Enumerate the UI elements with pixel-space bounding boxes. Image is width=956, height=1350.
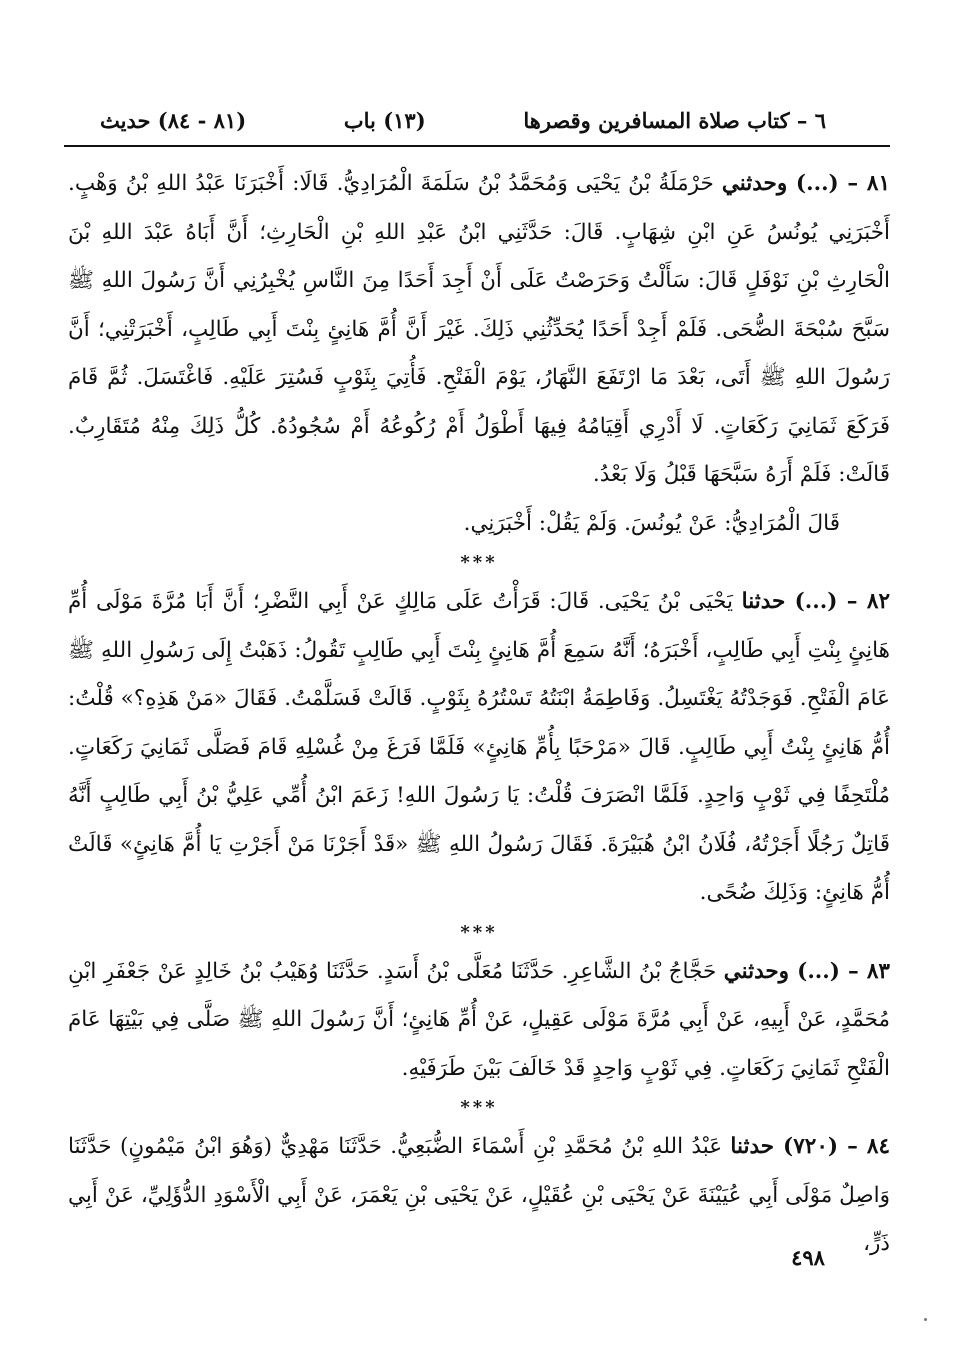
hadith-range: (٨١ - ٨٤) حديث — [100, 107, 247, 133]
hadith-81-note: قَالَ الْمُرَادِيُّ: عَنْ يُونُسَ. وَلَمْ يَقُلْ: أَخْبَرَنِي. — [463, 510, 840, 536]
main-text — [68, 160, 890, 1269]
hadith-text: يَحْيَى بْنُ يَحْيَى. قَالَ: قَرَأْتُ عَلَى مَالِكٍ عَنْ أَبِي النَّضْرِ؛ أَنَّ أَبَا مُرَّةَ مَوْلَى أُمِّ هَانِئٍ بِنْتِ أَبِي طَالِبٍ، أَخْبَرَهُ؛ أَنَّهُ سَمِعَ أُمَّ هَانِئٍ بِنْتَ أَبِي طَالِبٍ تَقُولُ: ذَهَبْتُ إِلَى رَسُولِ اللهِ ﷺ عَامَ الْفَتْحِ. فَوَجَدْتُهُ يَغْتَسِلُ. وَفَاطِمَةُ ابْنَتُهُ تَسْتُرُهُ بِثَوْبٍ. قَالَتْ فَسَلَّمْتُ. فَقَالَ «مَنْ هَذِهِ؟» قُلْتُ: أُمُّ هَانِئٍ بِنْتُ أَبِي طَالِبٍ. قَالَ «مَرْحَبًا بِأُمِّ هَانِئٍ» فَلَمَّا فَرَغَ مِنْ غُسْلِهِ قَامَ فَصَلَّى ثَمَانِيَ رَكَعَاتٍ. مُلْتَحِفًا فِي ثَوْبٍ وَاحِدٍ. فَلَمَّا انْصَرَفَ قُلْتُ: يَا رَسُولَ اللهِ! زَعَمَ ابْنُ أُمِّي عَلِيُّ بْنُ أَبِي طَالِبٍ أَنَّهُ قَاتِلٌ رَجُلًا أَجَرْتُهُ، فُلَانُ ابْنُ هُبَيْرَةَ. فَقَالَ رَسُولُ اللهِ ﷺ «قَدْ أَجَرْنَا مَنْ أَجَرْتِ يَا أُمَّ هَانِئٍ» قَالَتْ أُمُّ هَانِئٍ: وَذَلِكَ ضُحًى. — [68, 589, 890, 905]
hadith-number: ٨٤ – (٧٢٠) حدثنا — [730, 1134, 890, 1159]
chapter-label: (١٣) باب — [343, 107, 426, 133]
hadith-text: عَبْدُ اللهِ بْنُ مُحَمَّدِ بْنِ أَسْمَاءَ الضُّبَعِيُّ. حَدَّثَنَا مَهْدِيٌّ (وَهُوَ ابْنُ مَيْمُونٍ) حَدَّثَنَا وَاصِلٌ مَوْلَى أَبِي عُيَيْنَةَ عَنْ يَحْيَى بْنِ عُقَيْلٍ، عَنْ يَحْيَى بْنِ يَعْمَرَ، عَنْ أَبِي الْأَسْوَدِ الدُّؤَلِيِّ، عَنْ أَبِي ذَرٍّ، — [68, 1134, 890, 1256]
page-header — [100, 100, 826, 140]
hadith-83 — [68, 948, 890, 1094]
section-separator: *** — [460, 921, 498, 943]
page-number: ٤٩٨ — [791, 1245, 825, 1270]
hadith-text: حَجَّاجُ بْنُ الشَّاعِرِ. حَدَّثَنَا مُعَلَّى بْنُ أَسَدٍ. حَدَّثَنَا وُهَيْبُ بْنُ خَالِدٍ عَنْ جَعْفَرِ ابْنِ مُحَمَّدٍ، عَنْ أَبِيهِ، عَنْ أَبِي مُرَّةَ مَوْلَى عَقِيلٍ، عَنْ أُمِّ هَانِئٍ؛ أَنَّ رَسُولَ اللهِ ﷺ صَلَّى فِي بَيْتِهَا عَامَ الْفَتْحِ ثَمَانِيَ رَكَعَاتٍ. فِي ثَوْبٍ وَاحِدٍ قَدْ خَالَفَ بَيْنَ طَرَفَيْهِ. — [68, 958, 890, 1081]
hadith-number: ٨٢ – (...) حدثنا — [741, 589, 890, 614]
hadith-text: حَرْمَلَةُ بْنُ يَحْيَى وَمُحَمَّدُ بْنُ سَلَمَةَ الْمُرَادِيُّ. قَالَا: أَخْبَرَنَا عَبْدُ اللهِ بْنُ وَهْبٍ. أَخْبَرَنِي يُونُسُ عَنِ ابْنِ شِهَابٍ. قَالَ: حَدَّثَنِي ابْنُ عَبْدِ اللهِ بْنِ الْحَارِثِ؛ أَنَّ أَبَاهُ عَبْدَ اللهِ بْنَ الْحَارِثِ بْنِ نَوْفَلٍ قَالَ: سَأَلْتُ وَحَرَصْتُ عَلَى أَنْ أَجِدَ أَحَدًا مِنَ النَّاسِ يُخْبِرُنِي أَنَّ رَسُولَ اللهِ ﷺ سَبَّحَ سُبْحَةَ الضُّحَى. فَلَمْ أَجِدْ أَحَدًا يُحَدِّثُنِي ذَلِكَ. غَيْرَ أَنَّ أُمَّ هَانِئٍ بِنْتَ أَبِي طَالِبٍ، أَخْبَرَتْنِي؛ أَنَّ رَسُولَ اللهِ ﷺ أَتَى، بَعْدَ مَا ارْتَفَعَ النَّهَارُ، يَوْمَ الْفَتْحِ. فَأُتِيَ بِثَوْبٍ فَسُتِرَ عَلَيْهِ. فَاغْتَسَلَ. ثُمَّ قَامَ فَرَكَعَ ثَمَانِيَ رَكَعَاتٍ. لَا أَدْرِي أَقِيَامُهُ فِيهَا أَطْوَلُ أَمْ رُكُوعُهُ أَمْ سُجُودُهُ. كُلُّ ذَلِكَ مِنْهُ مُتَقَارِبٌ. قَالَتْ: فَلَمْ أَرَهُ سَبَّحَهَا قَبْلُ وَلَا بَعْدُ. — [68, 171, 890, 487]
header-rule — [64, 145, 890, 147]
hadith-82 — [68, 578, 890, 918]
hadith-number: ٨٣ – (...) وحدثني — [723, 958, 890, 984]
hadith-number: ٨١ – (...) وحدثني — [721, 171, 890, 196]
section-separator: *** — [460, 552, 498, 573]
hadith-81 — [68, 160, 890, 500]
section-separator: *** — [460, 1097, 498, 1118]
hadith-84 — [68, 1123, 890, 1269]
book-title: ٦ – كتاب صلاة المسافرين وقصرها — [523, 107, 826, 133]
margin-mark — [924, 1318, 927, 1321]
